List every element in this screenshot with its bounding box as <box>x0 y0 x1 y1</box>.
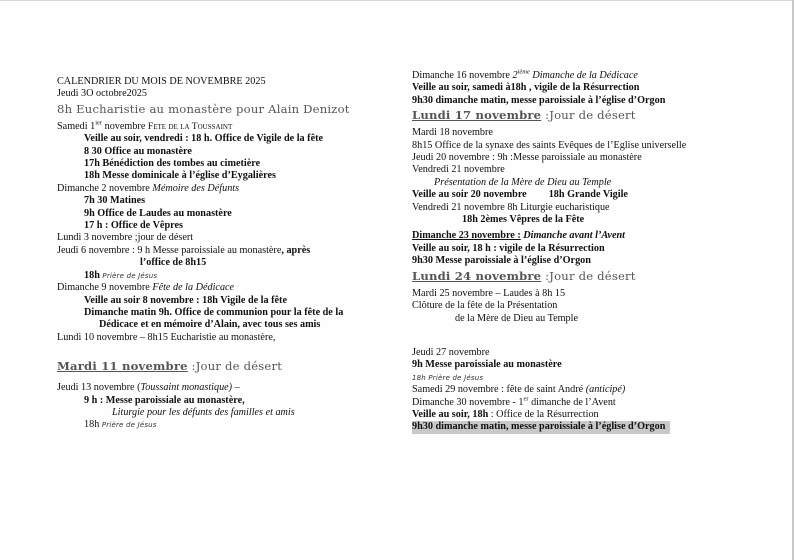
entry-tue11-desert-day: Mardi 11 novembre :Jour de désert <box>57 359 283 374</box>
subtitle-date: Jeudi 3O octobre2025 <box>57 88 147 100</box>
entry-line: Veille au soir 20 novembre 18h Grande Vigile <box>412 189 628 201</box>
entry-sat1-heading: Samedi $1^{ier}$ novembre Fete de la Toussaint <box>57 119 233 132</box>
entry-line: Clôture de la fête de la Présentation <box>412 300 558 312</box>
entry-sun23-heading: Dimanche 23 novembre : Dimanche avant l’Avent <box>412 230 625 242</box>
entry-mon17-desert-day: Lundi 17 novembre :Jour de désert <box>412 108 636 123</box>
feast-name: Fête de la Dédicace <box>152 282 235 294</box>
entry-line: 18h Messe dominicale à l’église d’Eygalières <box>84 170 276 182</box>
entry-thu20: Jeudi 20 novembre : 9h :Messe paroissiale au monastère <box>412 152 642 164</box>
entry-line: Dédicace et en mémoire d’Alain, avec tous ses amis <box>99 319 321 331</box>
entry-line: 17 h : Office de Vêpres <box>84 220 183 232</box>
entry-line: 9h30 Messe paroissiale à l’église d’Orgon <box>412 255 591 267</box>
subtitle-event: 8h Eucharistie au monastère pour Alain Denizot <box>57 101 350 116</box>
entry-sun16-heading: Dimanche 16 novembre 2ième Dimanche de la Dédicace <box>412 68 638 81</box>
entry-line: 9h30 dimanche matin, messe paroissiale à l’église d’Orgon <box>412 94 666 106</box>
entry-mon10: Lundi 10 novembre – 8h15 Eucharistie au monastère, <box>57 331 276 343</box>
entry-line: Dimanche matin 9h. Office de communion pour la fête de la <box>84 306 344 318</box>
entry-sat29: Samedi 29 novembre : fête de saint André (anticipé) <box>412 384 626 396</box>
entry-prayer: 18h Prière de Jésus <box>84 269 158 281</box>
feast-name: Mémoire des Défunts <box>152 182 240 194</box>
entry-line: Veille au soir, samedi à18h , vigile de la Résurrection <box>412 82 640 94</box>
entry-prayer: 18h Prière de Jésus <box>84 419 157 431</box>
entry-line: de la Mère de Dieu au Temple <box>455 312 578 324</box>
entry-line: Veille au soir 8 novembre : 18h Vigile de la fête <box>84 294 287 306</box>
entry-highlighted-line: 9h30 dimanche matin, messe paroissiale à l’église d’Orgon <box>412 421 712 433</box>
page-border-top <box>0 0 794 1</box>
entry-sun9-heading: Dimanche 9 novembre Fête de la Dédicace <box>57 282 235 294</box>
entry-line: 8 30 Office au monastère <box>84 145 192 157</box>
entry-sun30-heading: Dimanche 30 novembre - 1er dimanche de l’Avent <box>412 395 616 408</box>
right-column <box>412 70 712 434</box>
feast-name: Fete de la Toussaint <box>147 120 233 132</box>
entry-line: Veille au soir, 18 h : vigile de la Résurrection <box>412 242 605 254</box>
entry-tue18-heading: Mardi 18 novembre <box>412 127 493 139</box>
entry-line: 18h 2èmes Vêpres de la Fête <box>462 214 585 226</box>
entry-line: 9h Messe paroissiale au monastère <box>412 359 562 371</box>
entry-line: 9 h : Messe paroissiale au monastère, <box>84 394 245 406</box>
left-column <box>57 76 387 432</box>
feast-name: Présentation de la Mère de Dieu au Temple <box>434 176 612 188</box>
entry-line: Veille au soir, vendredi : 18 h. Office de Vigile de la fête <box>84 133 324 145</box>
entry-thu6: Jeudi 6 novembre : 9 h Messe paroissiale au monastère, après <box>57 244 311 256</box>
entry-mon3: Lundi 3 novembre ;jour de désert <box>57 232 194 244</box>
entry-tue25-heading: Mardi 25 novembre – Laudes à 8h 15 <box>412 287 566 299</box>
entry-thu13-heading: Jeudi 13 novembre (Toussaint monastique) – <box>57 382 240 394</box>
document-title: CALENDRIER DU MOIS DE NOVEMBRE 2025 <box>57 76 266 87</box>
feast-name: Dimanche de la Dédicace <box>529 70 638 81</box>
entry-line: Veille au soir, 18h : Office de la Résurrection <box>412 408 599 420</box>
entry-line: Vendredi 21 novembre 8h Liturgie eucharistique <box>412 201 610 213</box>
entry-line: Liturgie pour les défunts des familles et amis <box>112 406 295 418</box>
entry-line: 9h Office de Laudes au monastère <box>84 207 232 219</box>
entry-line: 7h 30 Matines <box>84 195 146 207</box>
entry-line: 8h15 Office de la synaxe des saints Evêques de l’Eglise universelle <box>412 139 687 151</box>
entry-sun2-heading: Dimanche 2 novembre Mémoire des Défunts <box>57 182 240 194</box>
entry-fri21-heading: Vendredi 21 novembre <box>412 164 505 176</box>
entry-line: l’office de 8h15 <box>140 257 207 269</box>
entry-line: 17h Bénédiction des tombes au cimetière <box>84 158 261 170</box>
entry-thu27-heading: Jeudi 27 novembre <box>412 346 490 358</box>
entry-prayer: 18h Prière de Jésus <box>412 373 484 382</box>
entry-mon24-desert-day: Lundi 24 novembre :Jour de désert <box>412 268 636 283</box>
